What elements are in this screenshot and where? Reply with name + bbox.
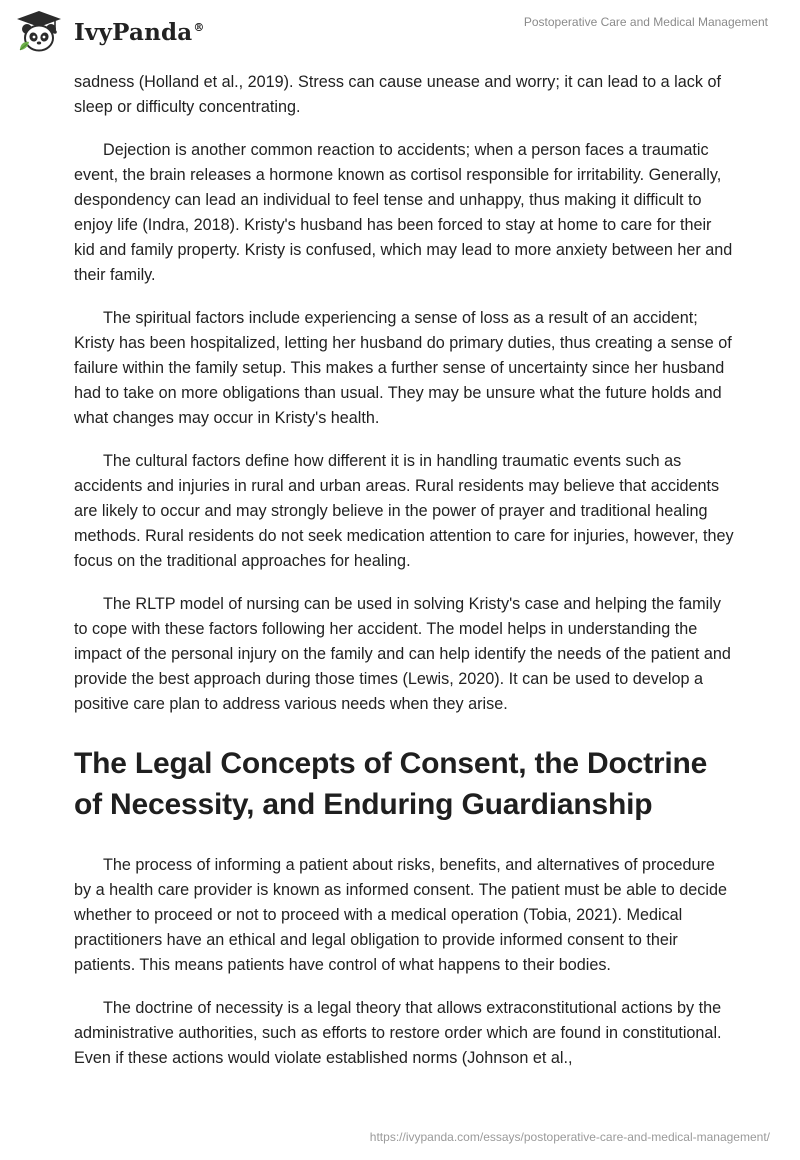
article-body [74,70,736,1089]
panda-graduate-icon [14,10,64,54]
footer-url[interactable]: https://ivypanda.com/essays/postoperative-care-and-medical-management/ [369,1130,770,1144]
body-paragraph: Dejection is another common reaction to accidents; when a person faces a traumatic event, the brain releases a hormone known as cortisol responsible for irritability. Generally, despondency can lead an individual to feel tense and unhappy, thus making it difficult to enjoy life (Indra, 2018). Kristy's husband has been forced to stay at home to care for their kid and family property. Kristy is confused, which may lead to more anxiety between her and their family. [74,141,733,284]
body-paragraph: The process of informing a patient about risks, benefits, and alternatives of procedure by a health care provider is known as informed consent. The patient must be able to decide whether to proceed or not to proceed with a medical operation (Tobia, 2021). Medical practitioners have an ethical and legal obligation to provide informed consent to their patients. This means patients have control of what happens to their bodies. [74,856,727,974]
body-paragraph: sadness (Holland et al., 2019). Stress can cause unease and worry; it can lead to a lack of sleep or difficulty concentrating. [74,73,721,116]
ivypanda-logo[interactable] [14,10,205,54]
body-paragraph: The doctrine of necessity is a legal theory that allows extraconstitutional actions by the administrative authorities, such as efforts to restore order which are found in constitutional. Even if these actions would violate established norms (Johnson et al., [74,999,722,1067]
body-paragraph: The cultural factors define how different it is in handling traumatic events such as accidents and injuries in rural and urban areas. Rural residents may believe that accidents are likely to occur and may strongly believe in the power of prayer and traditional healing methods. Rural residents do not seek medication attention to care for injuries, however, they focus on the traditional approaches for healing. [74,452,734,570]
page-header [0,0,800,66]
body-paragraph: The spiritual factors include experiencing a sense of loss as a result of an accident; Kristy has been hospitalized, letting her husband do primary duties, thus creating a sense of failure within the family setup. This makes a further sense of uncertainty since her husband had to take on more obligations than usual. They may be unsure what the future holds and what changes may occur in Kristy's health. [74,309,732,427]
brand-name: IvyPanda® [74,18,205,46]
body-paragraph: The RLTP model of nursing can be used in solving Kristy's case and helping the family to cope with these factors following her accident. The model helps in understanding the impact of the personal injury on the family and can help identify the needs of the patient and provide the best approach during those times (Lewis, 2020). It can be used to develop a positive care plan to address various needs when they arise. [74,595,731,713]
document-header-title: Postoperative Care and Medical Management [523,15,768,29]
section-heading: The Legal Concepts of Consent, the Doctrine of Necessity, and Enduring Guardianship [74,747,708,821]
